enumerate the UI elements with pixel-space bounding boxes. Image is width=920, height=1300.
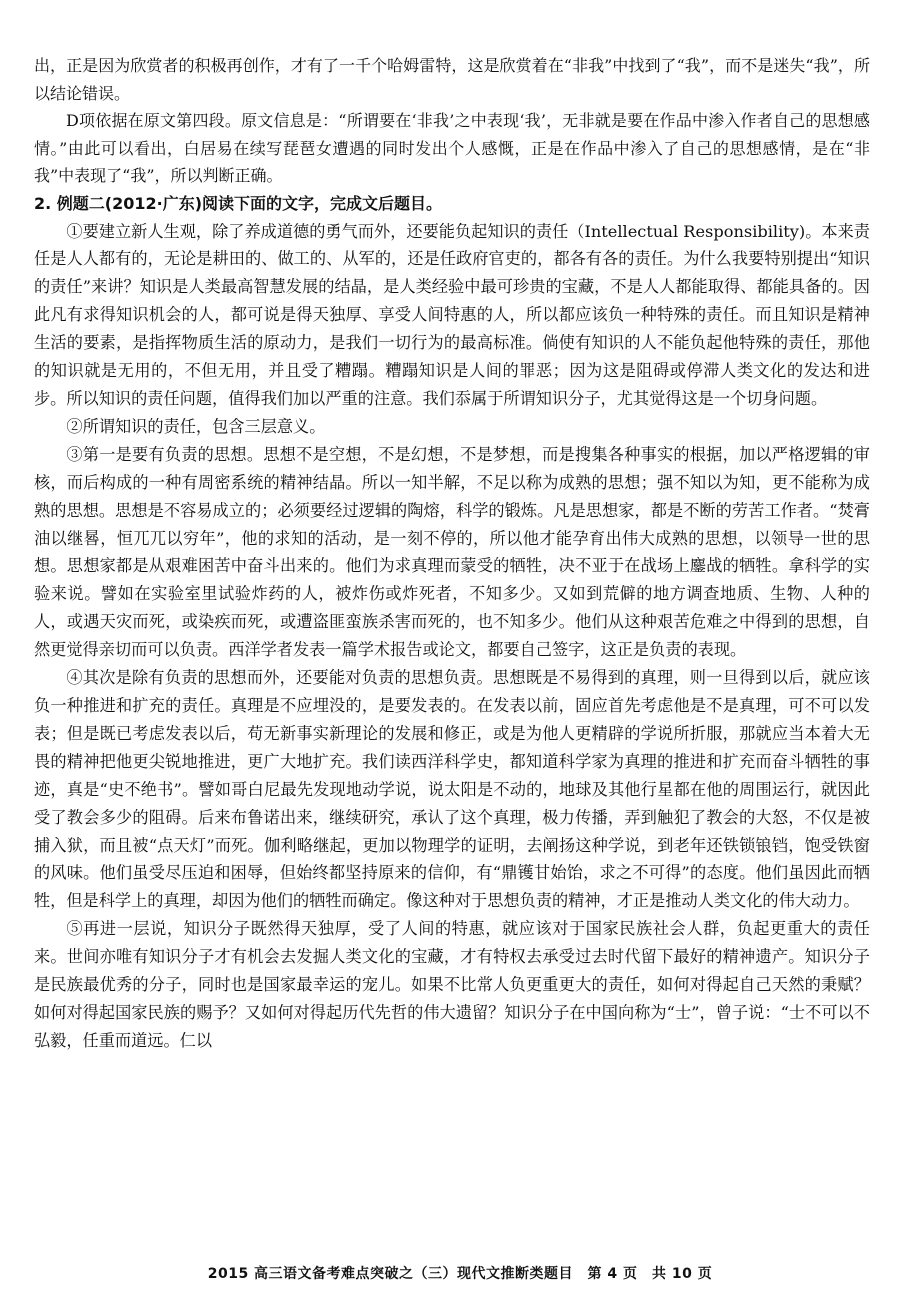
- essay-paragraph-2: ②所谓知识的责任，包含三层意义。: [66, 416, 326, 436]
- essay-paragraph-5: ⑤再进一层说，知识分子既然得天独厚，受了人间的特惠，就应该对于国家民族社会人群，负起更重大的责任来。世间亦唯有知识分子才有机会去发掘人类文化的宝藏，才有特权去承受过去时代留下最好的精神遗产。知识分子是民族最优秀的分子，同时也是国家最幸运的宠儿。如果不比常人负更重更大的责任，如何对得起自己天然的秉赋？如何对得起国家民族的赐予？又如何对得起历代先哲的伟大遗留？知识分子在中国向称为“士”，曾子说：“士不可以不弘毅，任重而道远。仁以: [34, 919, 870, 1050]
- page-footer: 2015 高三语文备考难点突破之（三）现代文推断类题目 第 4 页 共 10 页: [207, 1266, 713, 1282]
- essay-body: [34, 218, 870, 1055]
- page-content: [34, 52, 870, 1055]
- essay-paragraph-3: ③第一是要有负责的思想。思想不是空想，不是幻想，不是梦想，而是搜集各种事实的根据，加以严格逻辑的审核，而后构成的一种有周密系统的精神结晶。所以一知半解，不足以称为成熟的思想；强不知以为知，更不能称为成熟的思想。思想是不容易成立的；必须要经过逻辑的陶熔，科学的锻炼。凡是思想家，都是不断的劳苦工作者。“焚膏油以继晷，恒兀兀以穷年”，他的求知的活动，是一刻不停的，所以他才能孕育出伟大成熟的思想，以领导一世的思想。思想家都是从艰难困苦中奋斗出来的。他们为求真理而蒙受的牺牲，决不亚于在战场上鏖战的牺牲。拿科学的实验来说。譬如在实验室里试验炸药的人，被炸伤或炸死者，不知多少。又如到荒僻的地方调查地质、生物、人种的人，或遇天灾而死，或染疾而死，或遭盗匪蛮族杀害而死的，也不知多少。他们从这种艰苦危难之中得到的思想，自然更觉得亲切而可以负责。西洋学者发表一篇学术报告或论文，都要自己签字，这正是负责的表现。: [34, 444, 870, 660]
- essay-paragraph-4: ④其次是除有负责的思想而外，还要能对负责的思想负责。思想既是不易得到的真理，则一旦得到以后，就应该负一种推进和扩充的责任。真理是不应埋没的，是要发表的。在发表以前，固应首先考虑他是不是真理，可不可以发表；但是既已考虑发表以后，苟无新事实新理论的发展和修正，或是为他人更精辟的学说所折服，那就应当本着大无畏的精神把他更尖锐地推进，更广大地扩充。我们读西洋科学史，都知道科学家为真理的推进和扩充而奋斗牺牲的事迹，真是“史不绝书”。譬如哥白尼最先发现地动学说，说太阳是不动的，地球及其他行星都在他的周围运行，就因此受了教会多少的阻碍。后来布鲁诺出来，继续研究，承认了这个真理，极力传播，弄到触犯了教会的大怒，不仅是被捕入狱，而且被“点天灯”而死。伽利略继起，更加以物理学的证明，去阐扬这种学说，到老年还铁锁锒铛，饱受铁窗的风味。他们虽受尽压迫和困辱，但始终都坚持原来的信仰，有“鼎镬甘始饴，求之不可得”的态度。他们虽因此而牺牲，但是科学上的真理，却因为他们的牺牲而确定。像这种对于思想负责的精神，才正是推动人类文化的伟大动力。: [34, 668, 870, 911]
- analysis-paragraph-continued: 出，正是因为欣赏者的积极再创作，才有了一千个哈姆雷特，这是欣赏着在“非我”中找到了“我”，而不是迷失“我”，所以结论错误。: [34, 56, 870, 103]
- essay-paragraph-1: ①要建立新人生观，除了养成道德的勇气而外，还要能负起知识的责任（Intellectual Responsibility)。本来责任是人人都有的，无论是耕田的、做工的、从军的，还是任政府官吏的，都各有各的责任。为什么我要特别提出“知识的责任”来讲？知识是人类最高智慧发展的结晶，是人类经验中最可珍贵的宝藏，不是人人都能取得、都能具备的。因此凡有求得知识机会的人，都可说是得天独厚、享受人间特惠的人，所以都应该负一种特殊的责任。而且知识是精神生活的要素，是指挥物质生活的原动力，是我们一切行为的最高标准。倘使有知识的人不能负起他特殊的责任，那他的知识就是无用的，不但无用，并且受了糟蹋。糟蹋知识是人间的罪恶；因为这是阻碍或停滞人类文化的发达和进步。所以知识的责任问题，值得我们加以严重的注意。我们忝属于所谓知识分子，尤其觉得这是一个切身问题。: [34, 221, 870, 408]
- analysis-paragraph-option-d: D项依据在原文第四段。原文信息是：“所谓要在‘非我’之中表现‘我’，无非就是要在作品中渗入作者自己的思想感情。”由此可以看出，白居易在续写琵琶女遭遇的同时发出个人感慨，正是在作品中渗入了自己的思想感情，是在“非我”中表现了“我”，所以判断正确。: [34, 111, 870, 186]
- example-heading: 2. 例题二(2012·广东)阅读下面的文字，完成文后题目。: [34, 193, 443, 213]
